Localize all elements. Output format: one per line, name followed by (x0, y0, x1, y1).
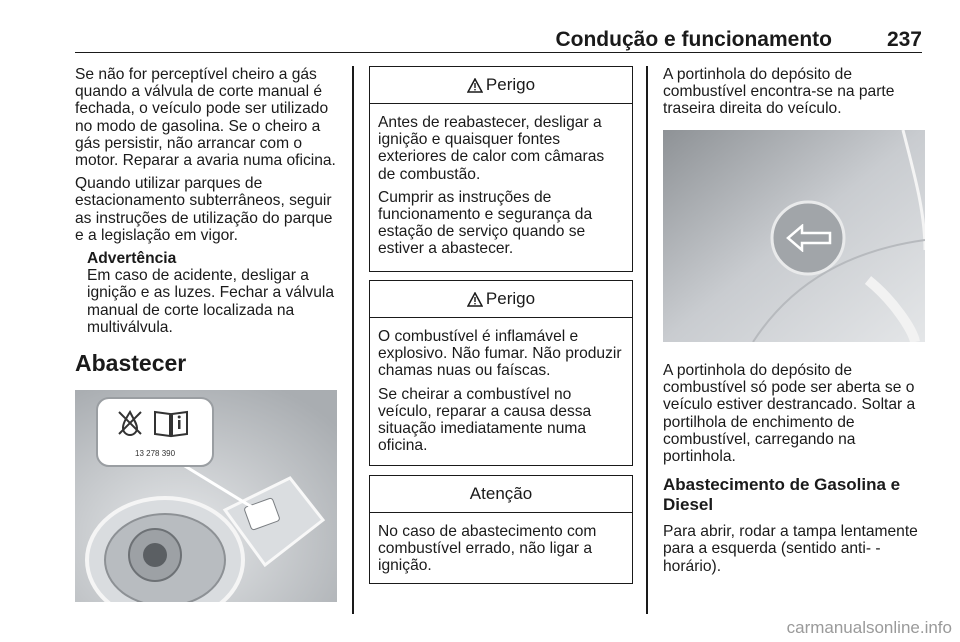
box-header (370, 67, 632, 104)
danger-box-1 (369, 66, 633, 272)
box-text: Antes de reabastecer, desligar a ignição e quaisquer fontes exteriores de calor com câmaras de combustão. (378, 114, 605, 183)
box-title: Perigo (485, 75, 536, 95)
box-text: No caso de abastecimento com combustível errado, não ligar a ignição. (378, 523, 597, 575)
fuel-door-figure (75, 390, 337, 602)
chapter-title: Condução e funcionamento (555, 28, 832, 51)
box-header (370, 476, 632, 513)
column-3 (663, 66, 925, 124)
column-divider-1 (352, 66, 354, 614)
note-advertencia (87, 250, 342, 336)
paragraph: A portinhola do depósito de combustível encontra-se na parte traseira direita do veículo. (663, 66, 895, 118)
arrow-left-icon (786, 224, 832, 252)
box-text: Cumprir as instruções de funcionamento e segurança da estação de serviço quando se estiver a abastecer. (378, 188, 593, 258)
box-title: Perigo (485, 289, 536, 309)
box-title: Atenção (469, 484, 533, 504)
warning-triangle-icon (467, 78, 483, 93)
column-divider-2 (646, 66, 648, 614)
fuel-flap-figure (663, 130, 925, 342)
column-3-lower (663, 362, 925, 581)
no-fire-icon (115, 408, 145, 438)
page-header (75, 26, 922, 53)
paragraph: Para abrir, rodar a tampa lentamente para a esquerda (sentido anti- -horário). (663, 523, 918, 575)
caution-box (369, 475, 633, 584)
page-number: 237 (886, 28, 922, 51)
paragraph: A portinhola do depósito de combustível só pode ser aberta se o veículo estiver destrancado. Soltar a portilhola de enchimento de combustível, carregando na portinhola. (663, 362, 916, 466)
danger-box-2 (369, 280, 633, 466)
warning-triangle-icon (467, 292, 483, 307)
subsection-title: Abastecimento de Gasolina e Diesel (663, 475, 901, 515)
figure-label: 13 278 390 (135, 449, 176, 458)
manual-book-icon (153, 408, 189, 438)
paragraph: Quando utilizar parques de estacionamento subterrâneos, seguir as instruções de utilização do parque e a legislação em vigor. (75, 175, 333, 244)
paragraph: Se não for perceptível cheiro a gás quando a válvula de corte manual é fechada, o veículo pode ser utilizado no modo de gasolina. Se o cheiro a gás persistir, não arrancar com o motor. Reparar a avaria numa oficina. (75, 66, 336, 170)
box-text: Se cheirar a combustível no veículo, reparar a causa dessa situação imediatamente numa oficina. (378, 385, 592, 455)
column-1 (75, 66, 342, 388)
box-text: O combustível é inflamável e explosivo. Não fumar. Não produzir chamas nuas ou faíscas. (378, 328, 622, 380)
note-text: Em caso de acidente, desligar a ignição e as luzes. Fechar a válvula manual de corte localizada na multiválvula. (87, 267, 335, 336)
note-title: Advertência (87, 250, 177, 268)
watermark: carmanualsonline.info (786, 618, 952, 637)
box-header (370, 281, 632, 318)
section-title: Abastecer (75, 350, 187, 377)
